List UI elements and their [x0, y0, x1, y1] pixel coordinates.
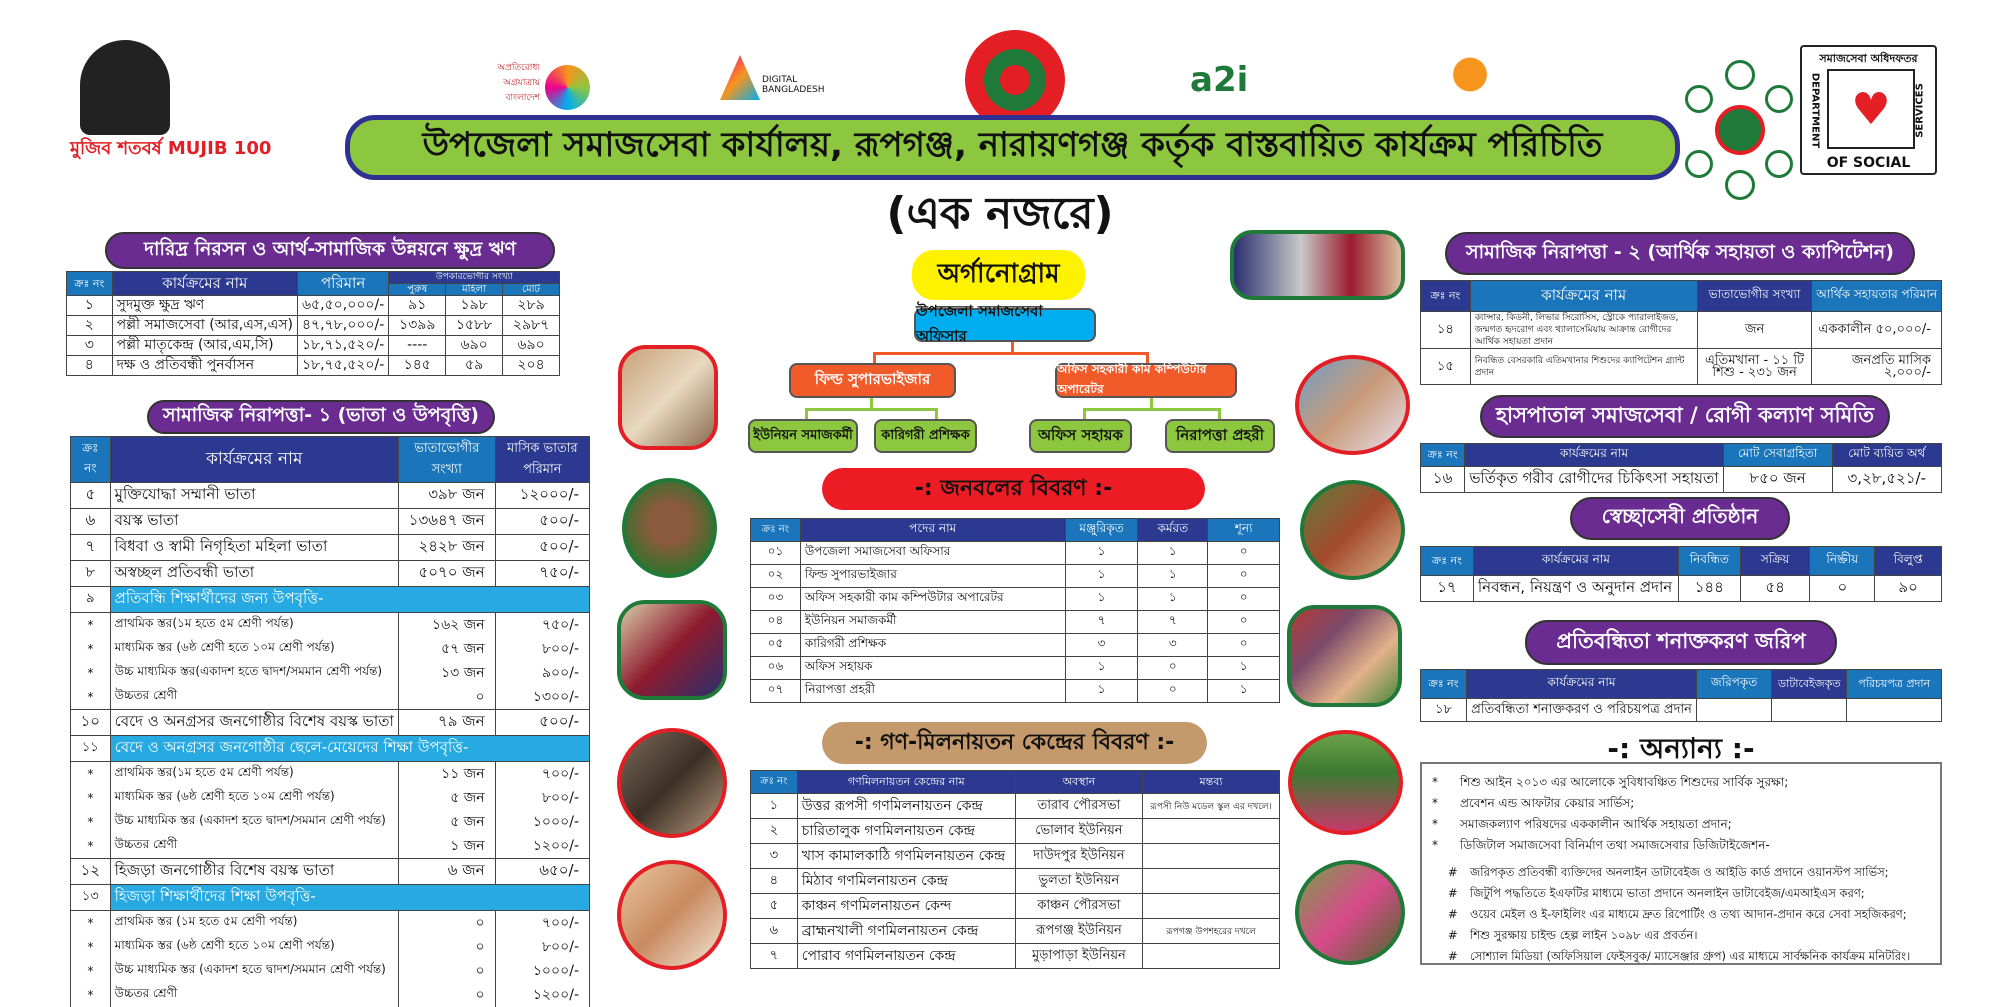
photo-sewing-woman — [617, 600, 727, 700]
table-cell: ০ — [1810, 576, 1875, 602]
table-cell: নিরাপত্তা প্রহরী — [800, 680, 1065, 703]
table-row — [751, 844, 1280, 869]
community-center-title: -: গণ-মিলনায়তন কেন্দ্রের বিবরণ :- — [822, 722, 1207, 764]
table-cell: * — [71, 661, 111, 685]
table-cell: ৫০০/- — [495, 710, 589, 736]
table-cell: * — [71, 685, 111, 710]
table-row — [751, 680, 1280, 703]
table-cell: দক্ষ ও প্রতিবন্ধী পুনর্বাসন — [112, 356, 297, 376]
table-cell: তারাব পৌরসভা — [1015, 794, 1142, 819]
services-emblem — [1685, 60, 1795, 200]
table-cell: ১ — [751, 794, 798, 819]
table-cell: চারিতালুক গণমিলনায়তন কেন্দ্র — [797, 819, 1015, 844]
table-cell: ২৮৯ — [503, 296, 560, 316]
table-cell: ১ — [1138, 588, 1208, 611]
table-cell: মাধ্যমিক স্তর (৬ষ্ঠ শ্রেণী হতে ১০ম শ্রেণী পর্যন্ত) — [110, 637, 398, 661]
table-cell: ১২০০০/- — [495, 483, 589, 509]
table-cell: প্রাথমিক স্তর(১ম হতে ৫ম শ্রেণী পর্যন্ত) — [110, 762, 398, 787]
table-cell: ২ — [751, 819, 798, 844]
table-cell: ৫০০/- — [495, 509, 589, 535]
table-cell: পল্লী মাতৃকেন্দ্র (আর,এম,সি) — [112, 336, 297, 356]
table-cell: ১৩৯৯ — [389, 316, 446, 336]
table-cell: মাধ্যমিক স্তর (৬ষ্ঠ শ্রেণী হতে ১০ম শ্রেণী পর্যন্ত) — [110, 786, 398, 810]
photo-officials-with-baby — [1230, 230, 1405, 300]
table-cell: এতিমখানা - ১১ টি শিশু - ২৩১ জন — [1697, 349, 1812, 385]
table-row — [71, 983, 590, 1007]
table-cell: ক্যান্সার, কিডনী, লিভার সিরোসিস, স্ট্রোকে প্যারালাইজড, জন্মগত হৃদরোগ এবং থ্যালাসেমিয়ায় আক্রান্ত রোগীদের আর্থিক সহায়তা প্রদান — [1470, 312, 1697, 349]
asterisk-bullet-icon: * — [1432, 817, 1438, 831]
table-cell: নিবন্ধন, নিয়ন্ত্রণ ও অনুদান প্রদান — [1473, 576, 1678, 602]
table-row — [71, 587, 590, 613]
table-cell: * — [71, 810, 111, 834]
table-cell: ১ — [67, 296, 113, 316]
table-cell: ২৪২৮ জন — [398, 535, 495, 561]
social-security-1-table: ক্রঃ নং কার্যক্রমের নাম ভাতাভোগীর সংখ্যা মাসিক ভাতার পরিমান ৫ মুক্তিযোদ্ধা সম্মানী ভাতা ৩৯৮ জন ১২০০০/- ৬ বয়স্ক ভাতা ১৩৬৪৭ জন ৫০০/- ৭ বিধবা ও স্বামী নিগৃহিতা মহিলা ভাতা ২৪২৮ জন ৫০০/- ৮ অস্বচ্ছল প্রতিবন্ধী ভাতা ৫০৭০ জন ৭৫০/- ৯ প্রতিবন্ধি শিক্ষার্থীদের জন্য উপবৃত্তি- * প্রাথমিক স্তর(১ম হতে ৫ম শ্রেণী পর্যন্ত) ১৬২ জন ৭৫০/- * মাধ্যমিক স্তর (৬ষ্ঠ শ্রেণী হতে ১০ম শ্রেণী পর্যন্ত) ৫৭ জন ৮০০/- * উচ্চ মাধ্যমিক স্তর(একাদশ হতে দ্বাদশ/সমমান শ্রেণী পর্যন্ত) ১৩ জন ৯০০/- * উচ্চতর শ্রেণী ০ ১৩০০/- ১০ বেদে ও অনগ্রসর জনগোষ্ঠীর বিশেষ বয়স্ক ভাতা ৭৯ জন ৫০০/- ১১ বেদে ও অনগ্রসর জনগোষ্ঠীর ছেলে-মেয়েদের শিক্ষা উপবৃত্তি- * প্রাথমিক স্তর(১ম হতে ৫ম শ্রেণী পর্যন্ত) ১১ জন ৭০০/- * মাধ্যমিক স্তর (৬ষ্ঠ শ্রেণী হতে ১০ম শ্রেণী পর্যন্ত) ৫ জন ৮০০/- * উচ্চ মাধ্যমিক স্তর (একাদশ হতে দ্বাদশ/সমমান শ্রেণী পর্যন্ত) ৫ জন ১০০০/- * উচ্চতর শ্রেণী ১ জন ১২০০/- ১২ হিজড়া জনগোষ্ঠীর বিশেষ বয়স্ক ভাতা ৬ জন ৬৫০/- ১৩ হিজড়া শিক্ষার্থীদের শিক্ষা উপবৃত্তি- * প্রাথমিক স্তর (১ম হতে ৫ম শ্রেণী পর্যন্ত) ০ ৭০০/- * মাধ্যমিক স্তর (৬ষ্ঠ শ্রেণী হতে ১০ম শ্রেণী পর্যন্ত) ০ ৮০০/- * উচ্চ মাধ্যমিক স্তর (একাদশ হতে দ্বাদশ/সমমান শ্রেণী পর্যন্ত) ০ ১০০০/- * উচ্চতর শ্রেণী ০ ১২০০/- — [70, 436, 590, 1007]
table-row — [751, 588, 1280, 611]
table-row — [751, 894, 1280, 919]
table-cell: ৩ — [1065, 634, 1138, 657]
table-cell: প্রতিবন্ধিতা শনাক্তকরণ ও পরিচয়পত্র প্রদান — [1467, 699, 1697, 722]
table-cell: ১২০০/- — [495, 983, 589, 1007]
others-item: * প্রবেশন এন্ড আফটার কেয়ার সার্ভিস; — [1432, 793, 1930, 814]
table-cell: ৭৫০/- — [495, 613, 589, 638]
table-cell: ৪ — [67, 356, 113, 376]
table-cell: ০ — [398, 935, 495, 959]
table-cell: ৭ — [71, 535, 111, 561]
hospital-service-table: ক্রঃ নং কার্যক্রমের নাম মোট সেবাগ্রহিতা মোট ব্যয়িত অর্থ ১৬ ভর্তিকৃত গরীব রোগীদের চিকিৎসা সহায়তা ৮৫০ জন ৩,২৮,৫২১/- — [1420, 443, 1942, 493]
table-row — [67, 356, 560, 376]
table-cell: ০ — [398, 911, 495, 936]
table-cell: * — [71, 834, 111, 859]
table-cell: এককালীন ৫০,০০০/- — [1812, 312, 1942, 349]
others-subitem: # জিটুপি পদ্ধতিতে ইএফটির মাধ্যমে ভাতা প্রদানে অনলাইন ডাটাবেইজ/এমআইএস করণ; — [1432, 883, 1930, 904]
table-cell: ৮৫০ জন — [1723, 467, 1832, 493]
org-office-assistant-operator: অফিস সহকারী কাম কম্পিউটার অপারেটর — [1055, 363, 1237, 398]
disability-survey-title: প্রতিবন্ধিতা শনাক্তকরণ জরিপ — [1525, 620, 1837, 665]
table-row — [751, 657, 1280, 680]
table-cell: ০৪ — [751, 611, 801, 634]
photo-embracing-children — [1295, 355, 1410, 455]
table-cell: ৩৯৮ জন — [398, 483, 495, 509]
table-cell: ১ — [1065, 542, 1138, 565]
table-row — [751, 819, 1280, 844]
photo-women-group — [1295, 860, 1405, 965]
hash-bullet-icon: # — [1448, 907, 1458, 921]
table-cell: ১ — [1138, 565, 1208, 588]
others-subitem: # শিশু সুরক্ষায় চাইল্ড হেল্প লাইন ১০৯৮ এর প্রবর্তন। — [1432, 925, 1930, 946]
table-cell: ভুলতা ইউনিয়ন — [1015, 869, 1142, 894]
table-row — [71, 959, 590, 983]
table-cell: * — [71, 613, 111, 638]
table-cell: বেদে ও অনগ্রসর জনগোষ্ঠীর বিশেষ বয়স্ক ভাতা — [110, 710, 398, 736]
table-cell: ভোলাব ইউনিয়ন — [1015, 819, 1142, 844]
page-title: উপজেলা সমাজসেবা কার্যালয়, রূপগঞ্জ, নারায়ণগঞ্জ কর্তৃক বাস্তবায়িত কার্যক্রম পরিচিতি — [422, 125, 1603, 165]
org-field-supervisor: ফিল্ড সুপারভাইজার — [789, 363, 956, 398]
social-security-2-table: ক্রঃ নং কার্যক্রমের নাম ভাতাভোগীর সংখ্যা আর্থিক সহায়তার পরিমান ১৪ ক্যান্সার, কিডনী, লিভার সিরোসিস, স্ট্রোকে প্যারালাইজড, জন্মগত হৃদরোগ এবং থ্যালাসেমিয়ায় আক্রান্ত রোগীদের আর্থিক সহায়তা প্রদান জন এককালীন ৫০,০০০/- ১৫ নিবন্ধিত বেসরকারি এতিমখানার শিশুদের ক্যাপিটেশন গ্র্যান্ট প্রদান এতিমখানা - ১১ টি শিশু - ২৩১ জন জনপ্রতি মাসিক ২,০০০/- — [1420, 280, 1942, 385]
table-cell: ৫৪ — [1740, 576, 1810, 602]
social-security-2-title: সামাজিক নিরাপত্তা - ২ (আর্থিক সহায়তা ও ক্যাপিটেশন) — [1445, 232, 1915, 275]
table-row — [751, 919, 1280, 944]
table-cell: ইউনিয়ন সমাজকর্মী — [800, 611, 1065, 634]
table-cell: উচ্চ মাধ্যমিক স্তর (একাদশ হতে দ্বাদশ/সমমান শ্রেণী পর্যন্ত) — [110, 959, 398, 983]
table-cell: ১ জন — [398, 834, 495, 859]
table-row — [71, 935, 590, 959]
organogram-title: অর্গানোগ্রাম — [912, 250, 1085, 300]
department-of-social-services-logo: সমাজসেবা অধিদফতর DEPARTMENT SERVICES ♥ OF SOCIAL — [1800, 45, 1937, 175]
page-subtitle: (এক নজরে) — [886, 188, 1114, 239]
poverty-section-title: দারিদ্র নিরসন ও আর্থ-সামাজিক উন্নয়নে ক্ষুদ্র ঋণ — [105, 232, 555, 269]
table-cell: ৫ — [751, 894, 798, 919]
asterisk-bullet-icon: * — [1432, 796, 1438, 810]
unstoppable-progress-logo: অপ্রতিরোধ্য অগ্রযাত্রায় বাংলাদেশ — [480, 60, 590, 120]
table-cell: ৭৫০/- — [495, 561, 589, 587]
table-cell: * — [71, 762, 111, 787]
table-cell: উচ্চতর শ্রেণী — [110, 983, 398, 1007]
social-security-1-title: সামাজিক নিরাপত্তা- ১ (ভাতা ও উপবৃত্তি) — [147, 400, 495, 434]
table-cell: হিজড়া জনগোষ্ঠীর বিশেষ বয়স্ক ভাতা — [110, 859, 398, 885]
table-cell: সুদমুক্ত ক্ষুদ্র ঋণ — [112, 296, 297, 316]
table-row — [1421, 349, 1942, 385]
table-cell: ১ — [1065, 680, 1138, 703]
photo-elderly-woman — [618, 345, 718, 450]
table-cell: ১০০০/- — [495, 810, 589, 834]
table-cell: ১ — [1208, 657, 1280, 680]
table-row — [1421, 699, 1942, 722]
table-cell — [1696, 699, 1771, 722]
table-row — [67, 296, 560, 316]
manpower-title: -: জনবলের বিবরণ :- — [822, 468, 1205, 510]
table-cell: ১৮,৭১,৫২০/- — [297, 336, 388, 356]
table-cell: ১ — [1065, 588, 1138, 611]
table-cell: ৭ — [1138, 611, 1208, 634]
table-row — [1421, 576, 1942, 602]
others-item: * ডিজিটাল সমাজসেবা বিনির্মাণ তথা সমাজসেবার ডিজিটাইজেশন- — [1432, 835, 1930, 856]
table-cell: দাউদপুর ইউনিয়ন — [1015, 844, 1142, 869]
ministry-logo — [1440, 50, 1500, 120]
table-cell: ১২০০/- — [495, 834, 589, 859]
table-cell: ১৮,৭৫,৫২০/- — [297, 356, 388, 376]
table-cell: ফিল্ড সুপারভাইজার — [800, 565, 1065, 588]
table-cell: ভর্তিকৃত গরীব রোগীদের চিকিৎসা সহায়তা — [1465, 467, 1723, 493]
table-cell: * — [71, 786, 111, 810]
org-security-guard: নিরাপত্তা প্রহরী — [1165, 419, 1275, 453]
hash-bullet-icon: # — [1448, 865, 1458, 879]
org-technical-trainer: কারিগরী প্রশিক্ষক — [874, 419, 977, 453]
others-box — [1420, 762, 1942, 965]
table-cell: নিবন্ধিত বেসরকারি এতিমখানার শিশুদের ক্যাপিটেশন গ্র্যান্ট প্রদান — [1470, 349, 1697, 385]
table-cell: অস্বচ্ছল প্রতিবন্ধী ভাতা — [110, 561, 398, 587]
table-cell: ৫ জন — [398, 786, 495, 810]
table-cell: কাঞ্চন গণমিলনায়তন কেন্দ — [797, 894, 1015, 919]
table-cell: ০ — [1208, 542, 1280, 565]
table-cell: * — [71, 637, 111, 661]
table-cell: মাধ্যমিক স্তর (৬ষ্ঠ শ্রেণী হতে ১০ম শ্রেণী পর্যন্ত) — [110, 935, 398, 959]
table-cell: ১৭ — [1421, 576, 1474, 602]
table-cell: ১৩ — [71, 885, 111, 911]
table-cell: প্রতিবন্ধি শিক্ষার্থীদের জন্য উপবৃত্তি- — [110, 587, 589, 613]
table-cell: ৫ জন — [398, 810, 495, 834]
table-cell: ১৩ জন — [398, 661, 495, 685]
table-cell: ৪ — [751, 869, 798, 894]
table-cell: ১৬ — [1421, 467, 1465, 493]
table-cell: বিধবা ও স্বামী নিগৃহিতা মহিলা ভাতা — [110, 535, 398, 561]
table-row — [751, 565, 1280, 588]
table-cell: ০ — [1208, 588, 1280, 611]
table-cell: ৩ — [1138, 634, 1208, 657]
table-cell: ৬ জন — [398, 859, 495, 885]
table-cell: ০ — [1138, 657, 1208, 680]
table-cell: ১২ — [71, 859, 111, 885]
table-row — [1421, 312, 1942, 349]
table-cell: ১৪৪ — [1678, 576, 1740, 602]
table-cell: মুক্তিযোদ্ধা সম্মানী ভাতা — [110, 483, 398, 509]
others-item: * শিশু আইন ২০১৩ এর আলোকে সুবিধাবঞ্চিত শিশুদের সার্বিক সুরক্ষা; — [1432, 772, 1930, 793]
table-cell: ০২ — [751, 565, 801, 588]
community-center-table: ক্রঃ নং গণমিলনায়তন কেন্দ্রের নাম অবস্থান মন্তব্য ১ উত্তর রূপসী গণমিলনায়তন কেন্দ্র তারাব পৌরসভা রূপসী নিউ মডেল স্কুল এর দখলে। ২ চারিতালুক গণমিলনায়তন কেন্দ্র ভোলাব ইউনিয়ন ৩ খাস কামালকাঠি গণমিলনায়তন কেন্দ্র দাউদপুর ইউনিয়ন ৪ মিঠাব গণমিলনায়তন কেন্দ্র ভুলতা ইউনিয়ন ৫ কাঞ্চন গণমিলনায়তন কেন্দ কাঞ্চন পৌরসভা ৬ ব্রাহ্মনখালী গণমিলনায়তন কেন্দ্র রূপগঞ্জ ইউনিয়ন রূপগঞ্জ উপশহরের দখলে ৭ পোরাব গণমিলনায়তন কেন্দ্র মুড়াপাড়া ইউনিয়ন — [750, 770, 1280, 969]
photo-children — [617, 728, 727, 838]
table-cell: ১ — [1208, 680, 1280, 703]
table-row — [67, 316, 560, 336]
photo-women-field — [1288, 730, 1403, 835]
photo-transgender-group — [1287, 605, 1402, 707]
table-cell: ১৫৮৮ — [446, 316, 503, 336]
org-upazila-officer: উপজেলা সমাজসেবা অফিসার — [914, 308, 1096, 342]
photo-woman-with-card — [1300, 480, 1405, 580]
asterisk-bullet-icon: * — [1432, 775, 1438, 789]
table-row — [71, 483, 590, 509]
table-cell: বয়স্ক ভাতা — [110, 509, 398, 535]
table-cell: ৫৯ — [446, 356, 503, 376]
table-cell: ৬৫০/- — [495, 859, 589, 885]
table-row — [71, 911, 590, 936]
table-cell: ১৪ — [1421, 312, 1471, 349]
table-cell: ৭০০/- — [495, 762, 589, 787]
table-cell: ৮০০/- — [495, 637, 589, 661]
table-cell: ০১ — [751, 542, 801, 565]
table-cell: অফিস সহায়ক — [800, 657, 1065, 680]
table-row — [71, 710, 590, 736]
table-cell: খাস কামালকাঠি গণমিলনায়তন কেন্দ্র — [797, 844, 1015, 869]
table-cell: ৯০০/- — [495, 661, 589, 685]
table-cell: ৮ — [71, 561, 111, 587]
table-cell: * — [71, 983, 111, 1007]
table-cell: ১৪৫ — [389, 356, 446, 376]
photo-old-woman-card — [617, 860, 727, 970]
hash-bullet-icon: # — [1448, 886, 1458, 900]
table-cell: ৭০০/- — [495, 911, 589, 936]
table-cell: ১০ — [71, 710, 111, 736]
table-cell: পোরাব গণমিলনায়তন কেন্দ্র — [797, 944, 1015, 969]
table-row — [71, 810, 590, 834]
org-union-social-worker: ইউনিয়ন সমাজকর্মী — [748, 419, 858, 453]
table-row — [751, 634, 1280, 657]
table-cell: ৭৯ জন — [398, 710, 495, 736]
table-cell: ৬ — [751, 919, 798, 944]
table-row — [751, 794, 1280, 819]
table-cell — [1847, 699, 1942, 722]
table-cell: ০৩ — [751, 588, 801, 611]
heart-icon: ♥ — [1851, 83, 1891, 135]
table-cell: ১৬২ জন — [398, 613, 495, 638]
table-cell: ৬৫,৫০,০০০/- — [297, 296, 388, 316]
table-cell: ০ — [398, 959, 495, 983]
table-cell: ১ — [1065, 565, 1138, 588]
table-cell: * — [71, 959, 111, 983]
table-row — [71, 859, 590, 885]
volunteer-org-title: স্বেচ্ছাসেবী প্রতিষ্ঠান — [1570, 497, 1790, 540]
table-row — [71, 834, 590, 859]
table-cell: ২৯৮৭ — [503, 316, 560, 336]
table-cell: ৫০০/- — [495, 535, 589, 561]
table-cell: জনপ্রতি মাসিক ২,০০০/- — [1812, 349, 1942, 385]
table-row — [71, 736, 590, 762]
table-row — [71, 613, 590, 638]
table-cell: রূপগঞ্জ উপশহরের দখলে — [1143, 919, 1280, 944]
table-cell: মিঠাব গণমিলনায়তন কেন্দ্র — [797, 869, 1015, 894]
photo-elderly-man — [622, 478, 717, 578]
table-cell: ৫৭ জন — [398, 637, 495, 661]
table-row — [71, 661, 590, 685]
table-cell: ১৩০০/- — [495, 685, 589, 710]
table-cell: ৭ — [751, 944, 798, 969]
table-cell: ০ — [398, 983, 495, 1007]
table-cell — [1143, 894, 1280, 919]
table-row — [751, 944, 1280, 969]
table-cell: ০৭ — [751, 680, 801, 703]
table-cell: অফিস সহকারী কাম কম্পিউটার অপারেটর — [800, 588, 1065, 611]
table-cell: ৬ — [71, 509, 111, 535]
table-cell: ১১ — [71, 736, 111, 762]
table-row — [71, 685, 590, 710]
table-cell: * — [71, 911, 111, 936]
table-cell: ৫০৭০ জন — [398, 561, 495, 587]
table-row — [71, 535, 590, 561]
a2i-logo: a2i — [1190, 60, 1249, 100]
poverty-table: ক্রঃ নং কার্যক্রমের নাম পরিমান উপকারভোগীর সংখ্যা পুরুষ মহিলা মোট ১ সুদমুক্ত ক্ষুদ্র ঋণ ৬৫,৫০,০০০/- ৯১ ১৯৮ ২৮৯ ২ পল্লী সমাজসেবা (আর,এস,এস) ৪৭,৭৮,০০০/- ১৩৯৯ ১৫৮৮ ২৯৮৭ ৩ পল্লী মাতৃকেন্দ্র (আর,এম,সি) ১৮,৭১,৫২০/- ---- ৬৯০ ৬৯০ ৪ দক্ষ ও প্রতিবন্ধী পুনর্বাসন ১৮,৭৫,৫২০/- ১৪৫ ৫৯ ২০৪ — [66, 271, 560, 376]
table-row — [751, 542, 1280, 565]
table-cell: ০৫ — [751, 634, 801, 657]
table-cell: ২০৪ — [503, 356, 560, 376]
table-row — [751, 611, 1280, 634]
table-cell: ৮০০/- — [495, 935, 589, 959]
table-cell: ৪৭,৭৮,০০০/- — [297, 316, 388, 336]
table-row — [71, 637, 590, 661]
table-cell — [1143, 869, 1280, 894]
table-cell: উপজেলা সমাজসেবা অফিসার — [800, 542, 1065, 565]
mujib-100-logo: মুজিব শতবর্ষ MUJIB 100 — [60, 40, 330, 190]
table-cell: উচ্চতর শ্রেণী — [110, 685, 398, 710]
others-item: * সমাজকল্যাণ পরিষদের এককালীন আর্থিক সহায়তা প্রদান; — [1432, 814, 1930, 835]
table-cell: প্রাথমিক স্তর (১ম হতে ৫ম শ্রেণী পর্যন্ত) — [110, 911, 398, 936]
table-cell: উচ্চতর শ্রেণী — [110, 834, 398, 859]
table-cell: ৯১ — [389, 296, 446, 316]
table-cell: ৯০ — [1875, 576, 1942, 602]
table-cell: উচ্চ মাধ্যমিক স্তর (একাদশ হতে দ্বাদশ/সমমান শ্রেণী পর্যন্ত) — [110, 810, 398, 834]
table-cell — [1143, 844, 1280, 869]
table-cell: ১৯৮ — [446, 296, 503, 316]
table-cell: ব্রাহ্মনখালী গণমিলনায়তন কেন্দ্র — [797, 919, 1015, 944]
table-row — [67, 336, 560, 356]
table-cell: বেদে ও অনগ্রসর জনগোষ্ঠীর ছেলে-মেয়েদের শিক্ষা উপবৃত্তি- — [110, 736, 589, 762]
table-cell: ০ — [1208, 611, 1280, 634]
table-cell: ৮০০/- — [495, 786, 589, 810]
table-cell: ১৫ — [1421, 349, 1471, 385]
table-row — [71, 561, 590, 587]
table-cell: ১০০০/- — [495, 959, 589, 983]
table-cell: প্রাথমিক স্তর(১ম হতে ৫ম শ্রেণী পর্যন্ত) — [110, 613, 398, 638]
hash-bullet-icon: # — [1448, 949, 1458, 963]
table-cell: জন — [1697, 312, 1812, 349]
hash-bullet-icon: # — [1448, 928, 1458, 942]
manpower-table: ক্রঃ নং পদের নাম মঞ্জুরিকৃত কর্মরত শূন্য ০১ উপজেলা সমাজসেবা অফিসার ১ ১ ০ ০২ ফিল্ড সুপারভাইজার ১ ১ ০ ০৩ অফিস সহকারী কাম কম্পিউটার অপারেটর ১ ১ ০ ০৪ ইউনিয়ন সমাজকর্মী ৭ ৭ ০ ০৫ কারিগরী প্রশিক্ষক ৩ ৩ ০ ০৬ অফিস সহায়ক ১ ০ ১ ০৭ নিরাপত্তা প্রহরী ১ ০ ১ — [750, 518, 1280, 703]
table-cell: পল্লী সমাজসেবা (আর,এস,এস) — [112, 316, 297, 336]
table-cell: ০ — [1138, 680, 1208, 703]
table-cell: উচ্চ মাধ্যমিক স্তর(একাদশ হতে দ্বাদশ/সমমান শ্রেণী পর্যন্ত) — [110, 661, 398, 685]
table-cell: ১ — [1138, 542, 1208, 565]
hospital-service-title: হাসপাতাল সমাজসেবা / রোগী কল্যাণ সমিতি — [1480, 395, 1890, 438]
table-cell: ০ — [1208, 565, 1280, 588]
digital-bangladesh-logo: DIGITAL BANGLADESH — [720, 55, 840, 135]
table-cell: ---- — [389, 336, 446, 356]
table-cell: ০ — [1208, 634, 1280, 657]
table-cell: মুড়াপাড়া ইউনিয়ন — [1015, 944, 1142, 969]
table-cell — [1143, 944, 1280, 969]
others-title: -: অন্যান্য :- — [1607, 732, 1755, 765]
table-cell: ৯ — [71, 587, 111, 613]
table-cell: ২ — [67, 316, 113, 336]
table-row — [71, 509, 590, 535]
disability-survey-table: ক্রঃ নং কার্যক্রমের নাম জরিপকৃত ডাটাবেইজকৃত পরিচয়পত্র প্রদান ১৮ প্রতিবন্ধিতা শনাক্তকরণ ও পরিচয়পত্র প্রদান — [1420, 669, 1942, 722]
page-title-banner — [345, 115, 1680, 180]
others-subitem: # সোশ্যাল মিডিয়া (অফিসিয়াল ফেইসবুক/ ম্যাসেঞ্জার গ্রুপ) এর মাধ্যমে সার্বক্ষনিক কার্যক্রম মনিটরিং। — [1432, 946, 1930, 967]
table-cell — [1772, 699, 1847, 722]
table-cell: ১ — [1065, 657, 1138, 680]
table-cell: রূপসী নিউ মডেল স্কুল এর দখলে। — [1143, 794, 1280, 819]
org-office-assistant: অফিস সহায়ক — [1029, 419, 1132, 453]
table-cell: ৬৯০ — [503, 336, 560, 356]
table-cell: ১৮ — [1421, 699, 1467, 722]
table-cell: ৩ — [751, 844, 798, 869]
table-row — [71, 786, 590, 810]
table-cell: * — [71, 935, 111, 959]
table-cell: ৩,২৮,৫২১/- — [1832, 467, 1941, 493]
table-cell: কাঞ্চন পৌরসভা — [1015, 894, 1142, 919]
table-cell: ৭ — [1065, 611, 1138, 634]
table-cell: ০ — [398, 685, 495, 710]
others-subitem: # ওয়েব মেইল ও ই-ফাইলিং এর মাধ্যমে দ্রুত রিপোর্টিং ও তথ্য আদান-প্রদান করে সেবা সহজিকরণ; — [1432, 904, 1930, 925]
table-cell: রূপগঞ্জ ইউনিয়ন — [1015, 919, 1142, 944]
table-cell: ১১ জন — [398, 762, 495, 787]
asterisk-bullet-icon: * — [1432, 838, 1438, 852]
table-row — [71, 762, 590, 787]
table-cell: হিজড়া শিক্ষার্থীদের শিক্ষা উপবৃত্তি- — [110, 885, 589, 911]
volunteer-org-table: ক্রঃ নং কার্যক্রমের নাম নিবন্ধিত সক্রিয় নিষ্ক্রীয় বিলুপ্ত ১৭ নিবন্ধন, নিয়ন্ত্রণ ও অনুদান প্রদান ১৪৪ ৫৪ ০ ৯০ — [1420, 546, 1942, 602]
table-cell: উত্তর রূপসী গণমিলনায়তন কেন্দ্র — [797, 794, 1015, 819]
table-row — [751, 869, 1280, 894]
table-cell: ৩ — [67, 336, 113, 356]
table-cell — [1143, 819, 1280, 844]
table-row — [1421, 467, 1942, 493]
table-cell: ৬৯০ — [446, 336, 503, 356]
table-cell: কারিগরী প্রশিক্ষক — [800, 634, 1065, 657]
table-cell: ০৬ — [751, 657, 801, 680]
table-cell: ৫ — [71, 483, 111, 509]
others-subitem: # জরিপকৃত প্রতিবন্ধী ব্যক্তিদের অনলাইন ডাটাবেইজ ও আইডি কার্ড প্রদানে ওয়ানস্টপ সার্ভিস; — [1432, 862, 1930, 883]
table-row — [71, 885, 590, 911]
table-cell: ১৩৬৪৭ জন — [398, 509, 495, 535]
